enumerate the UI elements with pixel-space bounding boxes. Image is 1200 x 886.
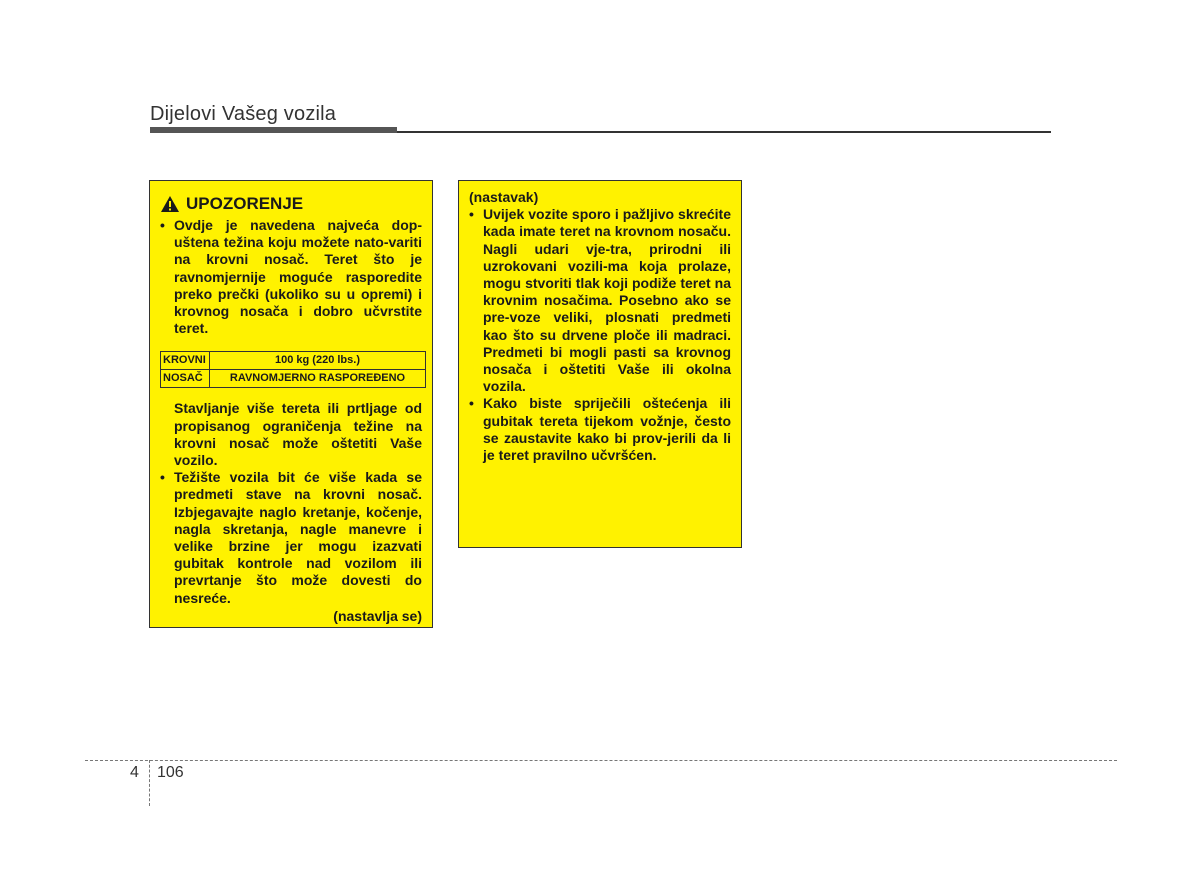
warning-bullet-2-text: Težište vozila bit će više kada se predmeti stave na krovni nosač. Izbjegavajte naglo kretanje, kočenje, nagla skretanja, nagle manevre i velike brzine jer mogu izazvati gubitak kontrole nad vozilom ili prevrtanje što može dovesti do nesreće. xyxy=(174,469,422,606)
table-value-cell: RAVNOMJERNO RASPOREĐENO xyxy=(210,370,426,388)
bullet-dot: • xyxy=(469,206,474,223)
continued-label: (nastavak) xyxy=(469,189,539,205)
warning-triangle-icon xyxy=(160,195,180,213)
page-number: 106 xyxy=(157,764,184,781)
roof-rack-load-table xyxy=(160,351,426,388)
warning-bullet-1-text: Ovdje je navedena najveća dop-uštena težina koju možete nato-variti na krovni nosač. Teret što je ravnomjernije moguće rasporedite preko prečki (ukoliko su u opremi) i krovnog nosača i dobro učvrstite teret. xyxy=(174,217,422,337)
warning-heading xyxy=(160,193,422,215)
bullet-dot: • xyxy=(160,217,165,233)
table-row xyxy=(161,352,426,370)
header-rule-thin xyxy=(397,131,1051,133)
warning-paragraph: Stavljanje više tereta ili prtljage od propisanog ograničenja težine na krovni nosač može oštetiti Vaše vozilo. xyxy=(174,400,422,469)
table-value-cell: 100 kg (220 lbs.) xyxy=(210,352,426,370)
section-title: Dijelovi Vašeg vozila xyxy=(150,103,337,125)
table-row xyxy=(161,370,426,388)
warning-bullet-3-text: Uvijek vozite sporo i pažljivo skrećite kada imate teret na krovnom nosaču. Nagli udari vje-tra, prirodni ili uzrokovani vozili-ma koja prolaze, mogu stvoriti tlak koji podiže teret na krovnim nosačima. Posebno ako se pre-voze veliki, plosnati predmeti kao što su drvene ploče ili madraci. Predmeti bi mogli pasti sa krovnog nosača i oštetiti Vaše ili okolna vozila. xyxy=(483,206,731,395)
warning-bullet-1 xyxy=(160,217,422,337)
table-label-cell: NOSAČ xyxy=(161,370,210,388)
bullet-dot: • xyxy=(160,469,165,486)
warning-bullet-2 xyxy=(160,469,422,607)
table-label-cell: KROVNI xyxy=(161,352,210,370)
footer-vertical-rule xyxy=(149,760,150,806)
header-rule-thick xyxy=(150,127,397,133)
warning-heading-text: UPOZORENJE xyxy=(186,194,304,214)
chapter-number: 4 xyxy=(130,764,139,781)
warning-box-2 xyxy=(458,180,742,548)
warning-bullet-4 xyxy=(469,395,731,464)
bullet-dot: • xyxy=(469,395,474,412)
warning-bullet-4-text: Kako biste spriječili oštećenja ili gubitak tereta tijekom vožnje, često se zaustavite kako bi prov-jerili da li je teret pravilno učvršćen. xyxy=(483,395,731,464)
footer-dashed-rule xyxy=(85,760,1117,761)
warning-bullet-3 xyxy=(469,206,731,395)
continued-note: (nastavlja se) xyxy=(333,607,422,624)
warning-box-1 xyxy=(149,180,433,628)
